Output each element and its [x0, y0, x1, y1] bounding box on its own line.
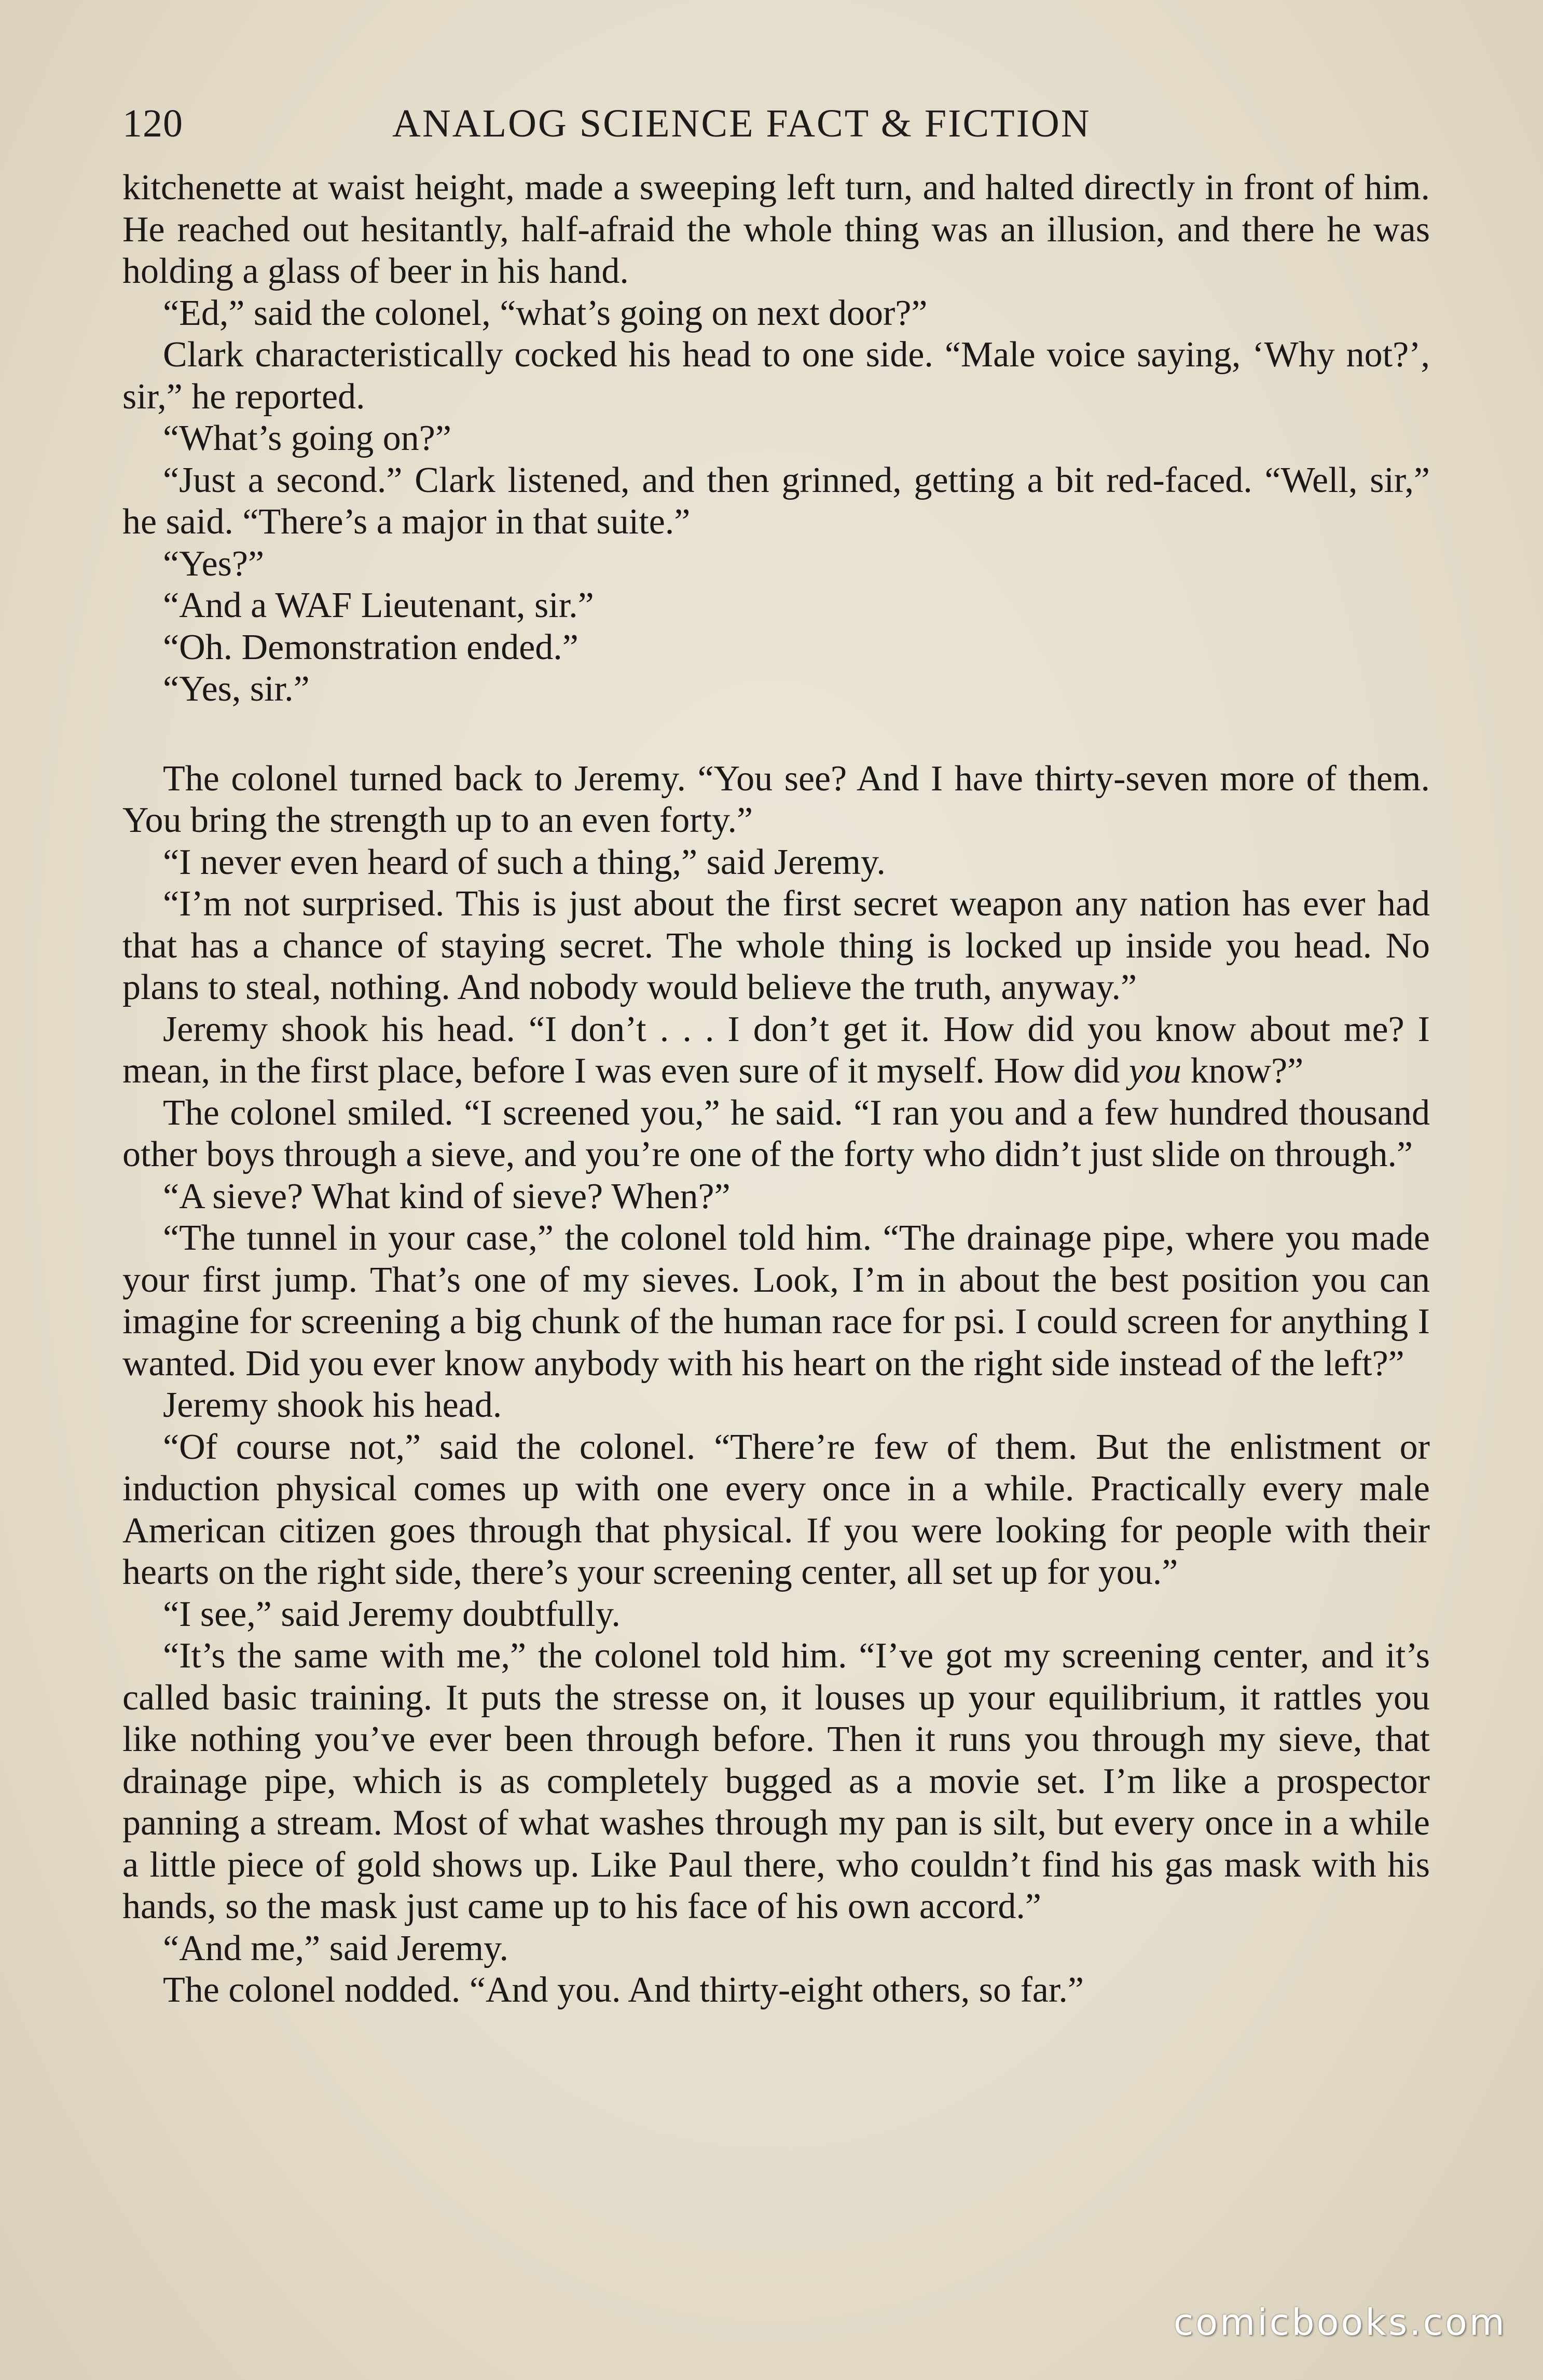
- paragraph: Clark characteristically cocked his head to one side. “Male voice saying, ‘Why not?’, sir,” he reported.: [122, 335, 1430, 417]
- paragraph: “Of course not,” said the colonel. “There’re few of them. But the enlistment or induction physical comes up with one every once in a while. Practically every male American citizen goes through that physical. If you were looking for people with their hearts on the right side, there’s your screening center, all set up for you.”: [122, 1427, 1430, 1592]
- paragraph-text-before: Jeremy shook his head. “I don’t . . . I don’t get it. How did you know about me? I mean, in the first place, before I was even sure of it myself. How did: [122, 1009, 1430, 1091]
- journal-title: ANALOG SCIENCE FACT & FICTION: [392, 102, 1091, 145]
- paragraph: The colonel nodded. “And you. And thirty-eight others, so far.”: [163, 1970, 1084, 2010]
- paragraph: “Yes?”: [163, 543, 265, 584]
- paragraph: kitchenette at waist height, made a sweeping left turn, and halted directly in front of him. He reached out hesitantly, half-afraid the whole thing was an illusion, and there he was holding a glass of beer in his hand.: [122, 168, 1430, 291]
- paragraph: “Just a second.” Clark listened, and then grinned, getting a bit red-faced. “Well, sir,” he said. “There’s a major in that suite.”: [122, 460, 1430, 542]
- paragraph: “And me,” said Jeremy.: [163, 1928, 509, 1968]
- italic-emphasis: you: [1128, 1051, 1182, 1091]
- paragraph: “What’s going on?”: [163, 418, 451, 458]
- watermark: comicbooks.com: [1173, 2301, 1507, 2344]
- paragraph: “I never even heard of such a thing,” said Jeremy.: [163, 842, 886, 882]
- paragraph: The colonel smiled. “I screened you,” he said. “I ran you and a few hundred thousand other boys through a sieve, and you’re one of the forty who didn’t just slide on through.”: [122, 1092, 1430, 1174]
- running-head: [122, 101, 1430, 158]
- paragraph: “Ed,” said the colonel, “what’s going on next door?”: [163, 293, 928, 333]
- page-number: 120: [122, 102, 183, 145]
- paragraph: “A sieve? What kind of sieve? When?”: [163, 1176, 731, 1216]
- paragraph: “Oh. Demonstration ended.”: [163, 627, 578, 667]
- paragraph: The colonel turned back to Jeremy. “You see? And I have thirty-seven more of them. You bring the strength up to an even forty.”: [122, 758, 1430, 840]
- paragraph: “And a WAF Lieutenant, sir.”: [163, 585, 594, 625]
- paragraph: Jeremy shook his head.: [163, 1385, 502, 1425]
- paragraph: “It’s the same with me,” the colonel told him. “I’ve got my screening center, and it’s called basic training. It puts the stresse on, it louses up your equilibrium, it rattles you like nothing you’ve ever been through before. Then it runs you through my sieve, that drainage pipe, which is as completely bugged as a movie set. I’m like a prospector panning a stream. Most of what washes through my pan is silt, but every once in a while a little piece of gold shows up. Like Paul there, who couldn’t find his gas mask with his hands, so the mask just came up to his face of his own accord.”: [122, 1636, 1430, 1926]
- paragraph: “Yes, sir.”: [163, 669, 310, 709]
- paragraph: “The tunnel in your case,” the colonel told him. “The drainage pipe, where you made your first jump. That’s one of my sieves. Look, I’m in about the best position you can imagine for screening a big chunk of the human race for psi. I could screen for anything I wanted. Did you ever know anybody with his heart on the right side instead of the left?”: [122, 1218, 1430, 1384]
- paragraph: “I’m not surprised. This is just about the first secret weapon any nation has ever had that has a chance of staying secret. The whole thing is locked up inside you head. No plans to steal, nothing. And nobody would believe the truth, anyway.”: [122, 884, 1430, 1007]
- paragraph-with-italic: [122, 1009, 1430, 1092]
- body-text: [122, 167, 1430, 2012]
- paragraph: “I see,” said Jeremy doubtfully.: [163, 1594, 621, 1634]
- paragraph-text-after: know?”: [1181, 1051, 1304, 1091]
